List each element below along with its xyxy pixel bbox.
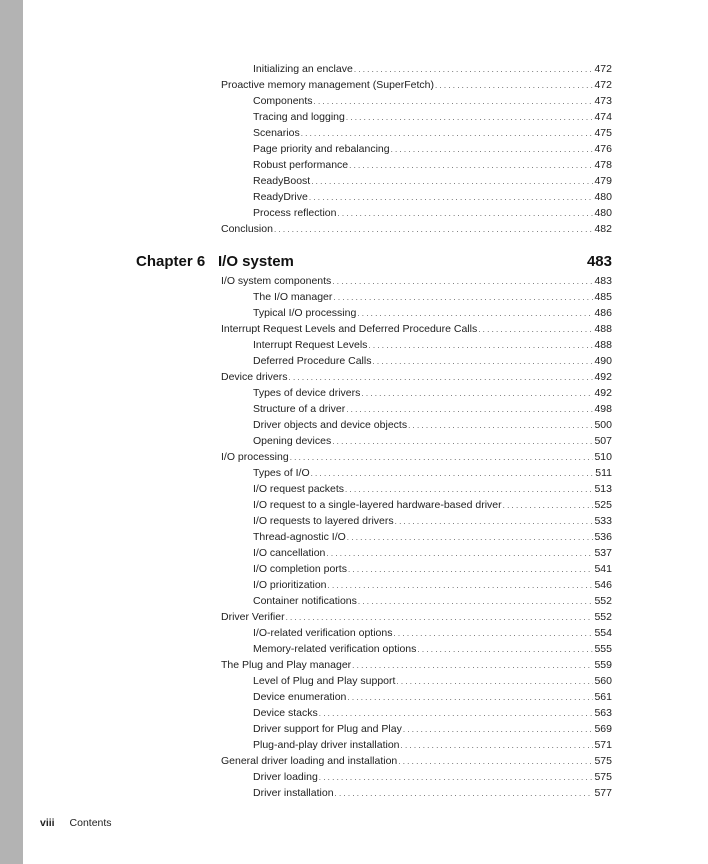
toc-entry-title: I/O request packets [253,483,345,495]
toc-entry[interactable] [253,204,612,220]
dot-leader [348,563,594,576]
toc-entry-page: 490 [594,355,612,367]
footer-page-number: viii [40,817,55,829]
toc-entry[interactable] [253,60,612,76]
dot-leader [326,547,593,560]
chapter-title: I/O system [218,253,294,270]
toc-entry-page: 480 [594,191,612,203]
toc-entry-title: Memory-related verification options [253,643,417,655]
dot-leader [352,659,593,672]
toc-entry[interactable] [253,108,612,124]
toc-entry-page: 479 [594,175,612,187]
toc-entry[interactable] [253,768,612,784]
dot-leader [335,787,594,800]
dot-leader [503,499,594,512]
toc-entry-page: 525 [594,499,612,511]
toc-entry-page: 552 [594,595,612,607]
toc-entry-title: Device stacks [253,707,318,719]
toc-entry[interactable] [253,400,612,416]
toc-entry-title: I/O prioritization [253,579,327,591]
toc-entry-page: 475 [594,127,612,139]
toc-entry-title: Deferred Procedure Calls [253,355,372,367]
dot-leader [354,63,594,76]
toc-entry[interactable] [253,576,612,592]
toc-entry-page: 510 [594,451,612,463]
dot-leader [361,387,593,400]
toc-entry[interactable] [221,272,612,288]
toc-entry-page: 511 [595,467,612,479]
toc-entry[interactable] [253,188,612,204]
dot-leader [314,95,594,108]
toc-entry-page: 492 [594,371,612,383]
toc-entry[interactable] [253,624,612,640]
toc-entry-page: 533 [594,515,612,527]
toc-entry-page: 541 [594,563,612,575]
dot-leader [289,371,594,384]
toc-entry-page: 513 [594,483,612,495]
toc-entry-title: I/O system components [221,275,332,287]
toc-entry[interactable] [253,156,612,172]
dot-leader [393,627,593,640]
toc-entry[interactable] [253,124,612,140]
toc-entry-title: Driver Verifier [221,611,285,623]
dot-leader [311,467,595,480]
toc-entry-title: Initializing an enclave [253,63,353,75]
toc-entry-title: Interrupt Request Levels [253,339,368,351]
dot-leader [332,275,593,288]
toc-entry-page: 575 [594,771,612,783]
dot-leader [319,707,594,720]
toc-entry-title: I/O request to a single-layered hardware-based driver [253,499,502,511]
dot-leader [358,595,594,608]
toc-entry-title: I/O requests to layered drivers [253,515,394,527]
toc-entry-page: 472 [594,63,612,75]
dot-leader [408,419,593,432]
dot-leader [347,691,593,704]
toc-entry-page: 569 [594,723,612,735]
toc-entry-title: Driver loading [253,771,318,783]
toc-entry[interactable] [221,368,612,384]
toc-entry[interactable] [253,288,612,304]
dot-leader [401,739,594,752]
dot-leader [368,339,593,352]
dot-leader [311,175,593,188]
toc-entry-page: 492 [594,387,612,399]
page-footer [40,817,112,829]
footer-section-label: Contents [69,817,112,829]
page-spine-bar [0,0,23,864]
chapter-heading[interactable] [136,253,612,273]
toc-entry-page: 561 [594,691,612,703]
toc-entry[interactable] [253,720,612,736]
toc-entry-page: 507 [594,435,612,447]
toc-entry-page: 555 [594,643,612,655]
toc-entry-title: Driver installation [253,787,334,799]
toc-entry[interactable] [253,464,612,480]
toc-entry-title: Types of device drivers [253,387,361,399]
toc-entry[interactable] [221,220,612,236]
toc-entry-title: Level of Plug and Play support [253,675,396,687]
toc-entry[interactable] [253,432,612,448]
dot-leader [319,771,594,784]
toc-entry[interactable] [253,784,612,800]
toc-entry[interactable] [253,416,612,432]
dot-leader [301,127,594,140]
toc-entry-page: 536 [594,531,612,543]
toc-entry[interactable] [253,592,612,608]
chapter-label: Chapter 6 [136,253,206,270]
toc-entry[interactable] [253,140,612,156]
toc-entry-page: 483 [594,275,612,287]
toc-entry-page: 571 [594,739,612,751]
toc-entry[interactable] [253,384,612,400]
toc-entry[interactable] [221,448,612,464]
toc-entry[interactable] [253,512,612,528]
toc-entry[interactable] [253,172,612,188]
toc-entry-title: Container notifications [253,595,357,607]
dot-leader [398,755,593,768]
toc-entry-title: Device drivers [221,371,288,383]
toc-entry-page: 476 [594,143,612,155]
dot-leader [357,307,593,320]
toc-entry-title: ReadyDrive [253,191,308,203]
toc-entry-page: 537 [594,547,612,559]
dot-leader [395,515,594,528]
toc-entry-title: Proactive memory management (SuperFetch) [221,79,434,91]
dot-leader [347,531,594,544]
toc-entry-title: I/O cancellation [253,547,326,559]
toc-entry-title: Opening devices [253,435,332,447]
dot-leader [328,579,594,592]
toc-entry[interactable] [221,320,612,336]
toc-entry[interactable] [253,480,612,496]
toc-entry-title: Interrupt Request Levels and Deferred Procedure Calls [221,323,478,335]
dot-leader [372,355,593,368]
toc-entry-page: 546 [594,579,612,591]
dot-leader [286,611,594,624]
dot-leader [345,483,593,496]
toc-entry-title: Device enumeration [253,691,347,703]
toc-entry[interactable] [253,672,612,688]
toc-entry-title: I/O processing [221,451,289,463]
toc-entry-title: Page priority and rebalancing [253,143,390,155]
toc-entry-title: Robust performance [253,159,349,171]
dot-leader [290,451,594,464]
dot-leader [403,723,594,736]
toc-entry-title: Process reflection [253,207,337,219]
toc-entry-title: Components [253,95,313,107]
dot-leader [417,643,593,656]
toc-entry-page: 498 [594,403,612,415]
toc-entry-title: Driver objects and device objects [253,419,408,431]
chapter-page-number: 483 [586,253,612,270]
dot-leader [478,323,593,336]
toc-entry-title: I/O-related verification options [253,627,393,639]
toc-entry-page: 577 [594,787,612,799]
toc-entry-title: The I/O manager [253,291,333,303]
toc-entry-page: 482 [594,223,612,235]
toc-entry-page: 554 [594,627,612,639]
toc-entry[interactable] [221,656,612,672]
dot-leader [435,79,593,92]
toc-entry-title: Plug-and-play driver installation [253,739,400,751]
toc-entry[interactable] [253,92,612,108]
toc-entry[interactable] [253,496,612,512]
toc-entry-page: 500 [594,419,612,431]
toc-entry-title: The Plug and Play manager [221,659,352,671]
toc-entry-page: 559 [594,659,612,671]
toc-entry[interactable] [221,76,612,92]
toc-entry-page: 552 [594,611,612,623]
dot-leader [309,191,594,204]
toc-entry-page: 488 [594,339,612,351]
toc-entry-title: Structure of a driver [253,403,346,415]
toc-entry-title: Thread-agnostic I/O [253,531,346,543]
toc-entry[interactable] [253,352,612,368]
dot-leader [349,159,593,172]
toc-entry-page: 473 [594,95,612,107]
toc-entry-title: Conclusion [221,223,273,235]
dot-leader [337,207,593,220]
toc-entry-page: 472 [594,79,612,91]
toc-entry[interactable] [253,304,612,320]
toc-entry-page: 560 [594,675,612,687]
toc-entry[interactable] [253,640,612,656]
dot-leader [274,223,594,236]
toc-entry[interactable] [253,528,612,544]
toc-entry-title: Scenarios [253,127,300,139]
toc-entry[interactable] [253,704,612,720]
toc-entry-title: General driver loading and installation [221,755,398,767]
toc-entry-title: Driver support for Plug and Play [253,723,402,735]
toc-entry-page: 480 [594,207,612,219]
toc-entry-page: 563 [594,707,612,719]
dot-leader [391,143,594,156]
toc-entry-page: 575 [594,755,612,767]
toc-entry-title: Types of I/O [253,467,310,479]
dot-leader [396,675,593,688]
toc-entry[interactable] [253,560,612,576]
toc-entry-page: 474 [594,111,612,123]
toc-entry[interactable] [221,752,612,768]
dot-leader [332,435,593,448]
toc-entry[interactable] [253,336,612,352]
toc-entry-page: 488 [594,323,612,335]
toc-entry-page: 485 [594,291,612,303]
toc-entry-title: Typical I/O processing [253,307,357,319]
dot-leader [333,291,593,304]
toc-entry[interactable] [253,544,612,560]
toc-entry[interactable] [221,608,612,624]
dot-leader [346,403,593,416]
toc-entry-title: Tracing and logging [253,111,345,123]
toc-entry-page: 486 [594,307,612,319]
toc-entry-page: 478 [594,159,612,171]
toc-entry[interactable] [253,688,612,704]
toc-entry-title: I/O completion ports [253,563,347,575]
toc-entry-title: ReadyBoost [253,175,311,187]
dot-leader [346,111,594,124]
toc-entry[interactable] [253,736,612,752]
